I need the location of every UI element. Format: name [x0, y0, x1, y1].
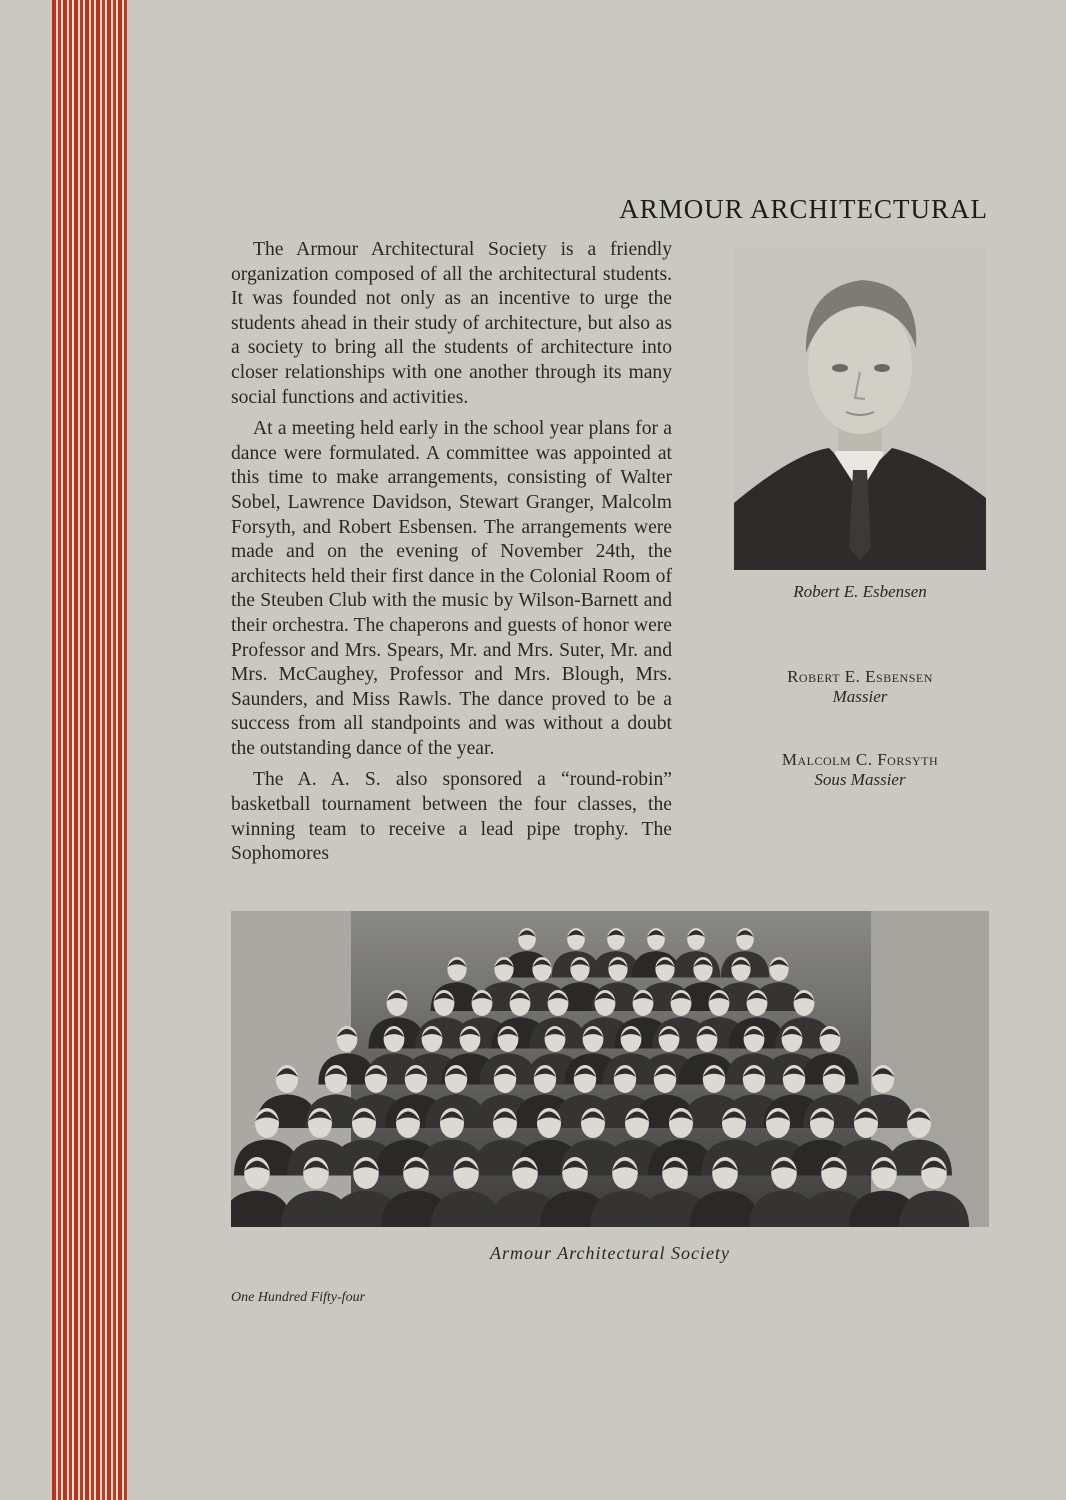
paragraph-2: At a meeting held early in the school year plans for a dance were formulated. A committee was appointed at this time to make arrangements, consisting of Walter Sobel, Lawrence Davidson, Stewart Granger, Malcolm Forsyth, and Robert Esbensen. The arrangements were made and on the evening of November 24th, the architects held their first dance in the Colonial Room of the Steuben Club with the music by Wilson-Barnett and their orchestra. The chaperons and guests of honor were Professor and Mrs. Spears, Mr. and Mrs. Suter, Mr. and Mrs. McCaughey, Professor and Mrs. Blough, Mrs. Saunders, and Miss Rawls. The dance proved to be a success from all standpoints and was without a doubt the outstanding dance of the year.: [231, 418, 672, 759]
officer-name: Robert E. Esbensen: [787, 667, 933, 686]
officer-name: Malcolm C. Forsyth: [781, 750, 939, 769]
paragraph-1: The Armour Architectural Society is a friendly organization composed of all the architectural students. It was founded not only as an incentive to urge the students ahead in their study of architecture, but also as a society to bring all the students of architecture into closer relationships with one another through its many social functions and activities.: [231, 239, 672, 408]
body-text: [231, 238, 672, 874]
portrait-caption: Robert E. Esbensen: [793, 582, 927, 601]
officer-title: Massier: [832, 687, 888, 706]
page-heading: ARMOUR ARCHITECTURAL: [619, 194, 988, 224]
portrait-photo: [734, 248, 986, 570]
decorative-stripe-border: [52, 0, 127, 1500]
officer-sous-massier: [734, 750, 986, 790]
group-photo: [231, 911, 989, 1227]
group-photo-caption: Armour Architectural Society: [490, 1243, 730, 1263]
page-number: One Hundred Fifty-four: [231, 1290, 366, 1305]
paragraph-3: The A. A. S. also sponsored a “round-robin” basketball tournament between the four classes, the winning team to receive a lead pipe trophy. The Sophomores: [231, 769, 672, 865]
officer-massier: [734, 667, 986, 707]
officer-title: Sous Massier: [814, 770, 906, 789]
